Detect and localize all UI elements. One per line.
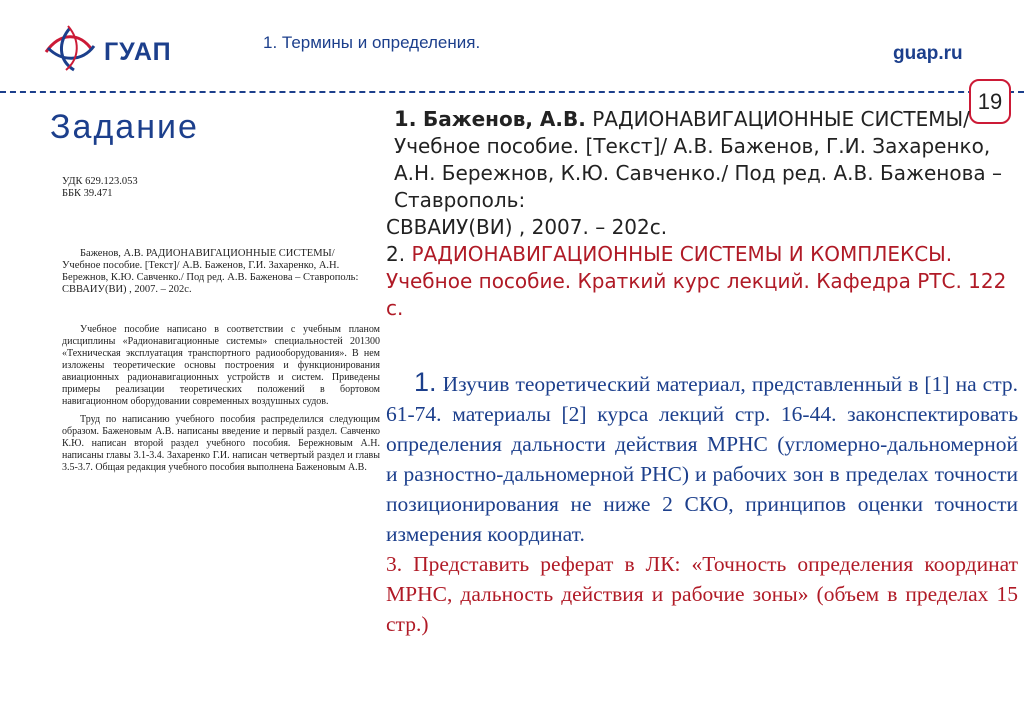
header-title: 1. Термины и определения. — [263, 33, 481, 52]
task-item-1-text: Изучив теоретический материал, представленный в [1] на стр. 61-74. материалы [2] курса лекций стр. 16-44. законспектировать определения дальности действия МРНС (угломерно-дальномерной и разностно-дальномерной РНС) и рабочих зон в пределах точности позиционирования не ниже 2 СКО, принципов оценки точности измерения координат. — [386, 372, 1019, 546]
header-divider — [0, 91, 1024, 93]
book-scan — [62, 176, 380, 600]
scan-udk: УДК 629.123.053 — [62, 176, 138, 187]
site-link[interactable]: guap.ru — [893, 43, 963, 64]
scan-citation-line: Бережнов, К.Ю. Савченко./ Под ред. А.В. Баженова – Ставрополь: — [62, 272, 359, 283]
task-block — [386, 367, 1018, 639]
references-block — [386, 106, 1018, 322]
reference-1 — [386, 106, 1018, 214]
section-title: Задание — [50, 108, 199, 146]
reference-2-text: РАДИОНАВИГАЦИОННЫЕ СИСТЕМЫ И КОМПЛЕКСЫ. Учебное пособие. Краткий курс лекций. Кафедра РТС. 122 с. — [386, 242, 1007, 320]
task-item-3: 3. Представить реферат в ЛК: «Точность определения координат МРНС, дальность действия и рабочие зоны» (объем в пределах 15 стр.) — [386, 552, 1018, 636]
reference-2-number: 2. — [386, 242, 406, 266]
scan-citation-line: Баженов, А.В. РАДИОНАВИГАЦИОННЫЕ СИСТЕМЫ/ — [80, 248, 335, 259]
task-item-1 — [386, 367, 1018, 549]
reference-1-number: 1. — [394, 107, 417, 131]
scan-bbk: ББК 39.471 — [62, 188, 113, 199]
task-item-1-number: 1. — [414, 367, 437, 397]
scan-authors-paragraph: Труд по написанию учебного пособия распределился следующим образом. Баженовым А.В. написаны введение и первый раздел. Савченко К.Ю. написан второй раздел учебного пособия. Бережновым А.Н. написаны главы 3.1-3.4. Захаренко Г.И. написан четвертый раздел и главы 3.5-3.7. Общая редакция учебного пособия выполнена Баженовым А.В. — [62, 414, 380, 473]
reference-1-publisher: СВВАИУ(ВИ) , 2007. – 202с. — [386, 215, 668, 239]
logo-text: ГУАП — [104, 38, 172, 66]
reference-1-authors: Баженов, А.В. — [422, 107, 586, 131]
scan-citation-line: СВВАИУ(ВИ) , 2007. – 202с. — [62, 284, 192, 295]
page-number-badge: 19 — [969, 79, 1011, 124]
reference-2 — [386, 241, 1018, 322]
scan-abstract: Учебное пособие написано в соответствии с учебным планом дисциплины «Радионавигационные системы» специальностей 201300 «Техническая эксплуатация транспортного радиооборудования». В нем изложены теоретические основы построения и функционирования авиационных радионавигационных устройств и систем. Приведены примеры реализации теоретических положений в бортовом навигационном оборудовании современных воздушных судов. — [62, 324, 380, 407]
scan-citation-line: Учебное пособие. [Текст]/ А.В. Баженов, Г.И. Захаренко, А.Н. — [62, 260, 340, 271]
reference-1-text: РАДИОНАВИГАЦИОННЫЕ СИСТЕМЫ/Учебное пособие. [Текст]/ А.В. Баженов, Г.И. Захаренко, А.Н. Бережнов, К.Ю. Савченко./ Под ред. А.В. Баженова – Ставрополь: — [394, 107, 1002, 212]
